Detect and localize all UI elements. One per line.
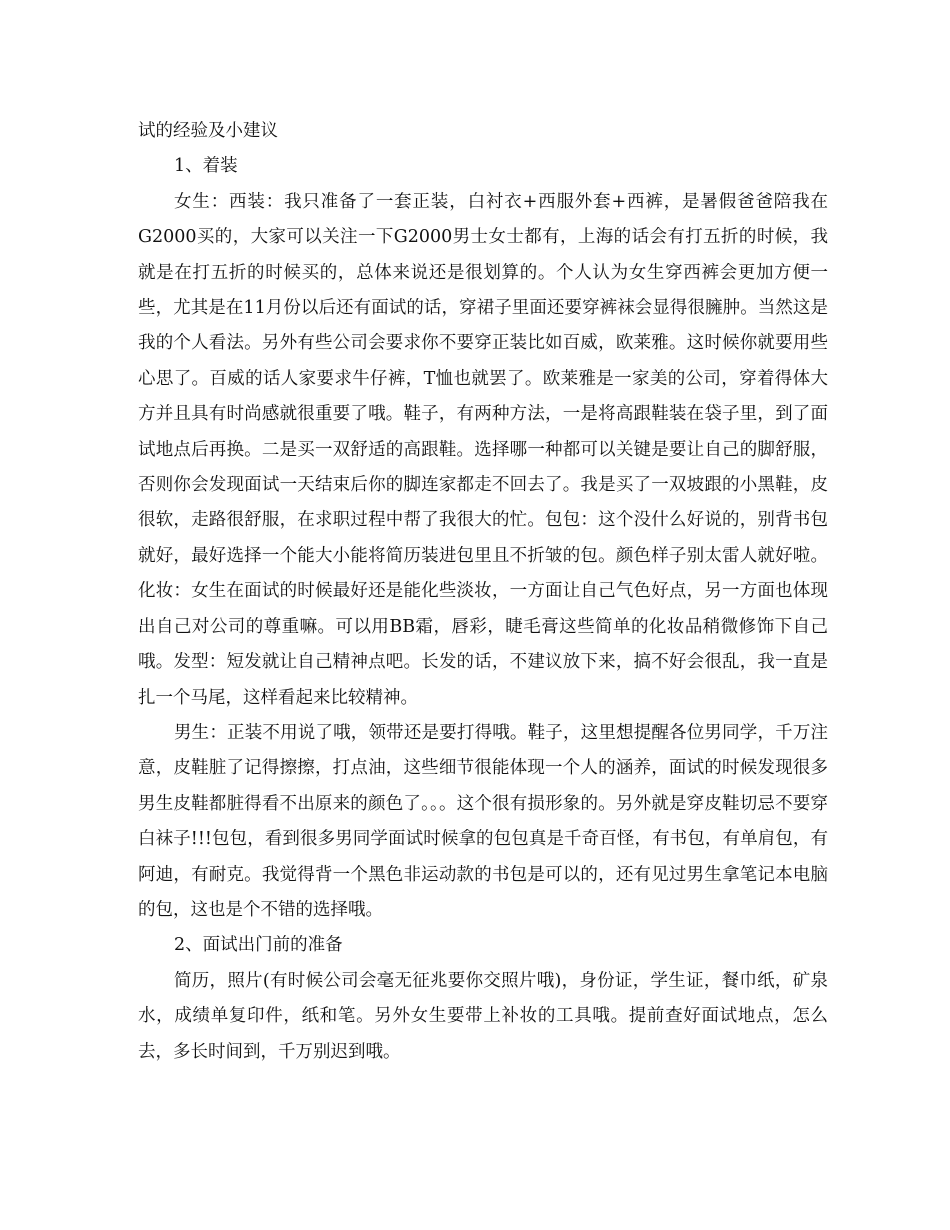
paragraph-men-attire: 男生：正装不用说了哦，领带还是要打得哦。鞋子，这里想提醒各位男同学，千万注意，皮鞋脏了记得擦擦，打点油，这些细节很能体现一个人的涵养，面试的时候发现很多男生皮鞋都脏得看不出原来的颜色了。。。这个很有损形象的。另外就是穿皮鞋切忌不要穿白袜子!!!包包，看到很多男同学面试时候拿的包包真是千奇百怪，有书包，有单肩包，有阿迪，有耐克。我觉得背一个黑色非运动款的书包是可以的，还有见过男生拿笔记本电脑的包，这也是个不错的选择哦。 <box>138 722 828 920</box>
document-page <box>138 114 828 1070</box>
section-heading-preparation: 2、面试出门前的准备 <box>174 935 343 956</box>
section-intro-heading: 试的经验及小建议 <box>138 121 278 141</box>
paragraph-preparation-items: 简历，照片(有时候公司会毫无征兆要你交照片哦)，身份证，学生证，餐巾纸，矿泉水，成绩单复印件，纸和笔。另外女生要带上补妆的工具哦。提前查好面试地点，怎么去，多长时间到，千万别迟到哦。 <box>138 970 828 1062</box>
paragraph-women-attire: 女生：西装：我只准备了一套正装，白衬衣+西服外套+西裤，是暑假爸爸陪我在G2000买的，大家可以关注一下G2000男士女士都有，上海的话会有打五折的时候，我就是在打五折的时候买的，总体来说还是很划算的。个人认为女生穿西裤会更加方便一些，尤其是在11月份以后还有面试的话，穿裙子里面还要穿裤袜会显得很臃肿。当然这是我的个人看法。另外有些公司会要求你不要穿正装比如百威，欧莱雅。这时候你就要用些心思了。百威的话人家要求牛仔裤，T恤也就罢了。欧莱雅是一家美的公司，穿着得体大方并且具有时尚感就很重要了哦。鞋子，有两种方法，一是将高跟鞋装在袋子里，到了面试地点后再换。二是买一双舒适的高跟鞋。选择哪一种都可以关键是要让自己的脚舒服，否则你会发现面试一天结束后你的脚连家都走不回去了。我是买了一双坡跟的小黑鞋，皮很软，走路很舒服，在求职过程中帮了我很大的忙。包包：这个没什么好说的，别背书包就好，最好选择一个能大小能将简历装进包里且不折皱的包。颜色样子别太雷人就好啦。化妆：女生在面试的时候最好还是能化些淡妆，一方面让自己气色好点，另一方面也体现出自己对公司的尊重嘛。可以用BB霜，唇彩，睫毛膏这些简单的化妆品稍微修饰下自己哦。发型：短发就让自己精神点吧。长发的话，不建议放下来，搞不好会很乱，我一直是扎一个马尾，这样看起来比较精神。 <box>138 191 828 708</box>
section-heading-attire: 1、着装 <box>174 156 238 177</box>
